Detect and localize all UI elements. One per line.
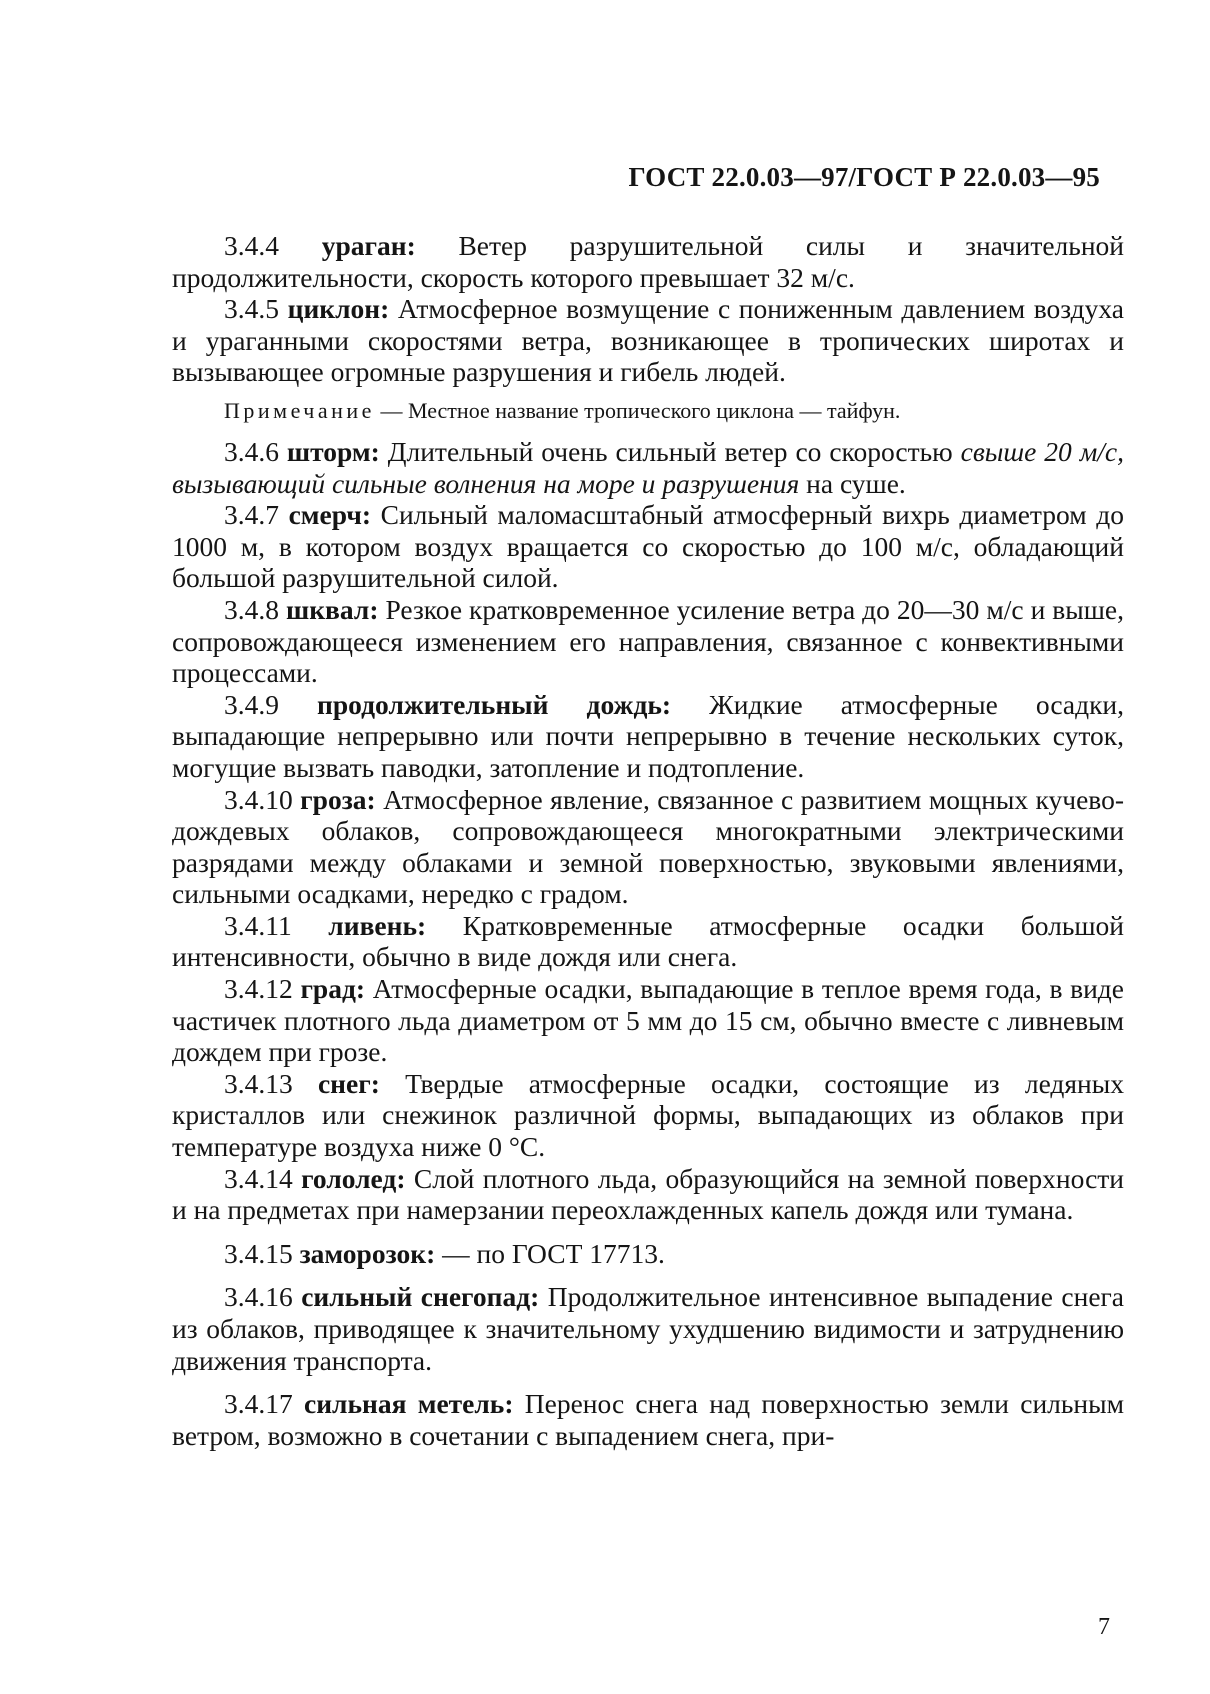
clause-definition-italic: свыше 20 м/с, вызывающий сильные волнения на море и разрушения <box>172 435 1124 499</box>
note-text: — Местное название тропического циклона — тайфун. <box>380 397 901 423</box>
clause-term: продолжительный дождь: <box>317 688 672 720</box>
clause-3-4-9 <box>172 689 1124 784</box>
clause-definition: Атмосферное возмущение с пониженным давлением воздуха и ураганными скоростями ветра, возникающее в тропических широтах и вызывающее огромные разрушения и гибель людей. <box>172 293 1125 388</box>
clause-definition: Слой плотного льда, образующийся на земной поверхности и на предметах при намерзании переохлажденных капель дождя или тумана. <box>172 1162 1125 1226</box>
clause-definition: Твердые атмосферные осадки, состоящие из ледяных кристаллов или снежинок различной формы, выпадающих из облаков при температуре воздуха ниже 0 °С. <box>172 1067 1124 1163</box>
clause-term: град: <box>300 973 366 1005</box>
clause-definition: Кратковременные атмосферные осадки большой интенсивности, обычно в виде дождя или снега. <box>172 909 1124 973</box>
clause-3-4-6 <box>172 436 1124 499</box>
clause-term: заморозок: <box>299 1237 436 1269</box>
clause-definition: Перенос снега над поверхностью земли сильным ветром, возможно в сочетании с выпадением снега, при- <box>172 1388 1125 1451</box>
clause-number: 3.4.11 <box>224 909 292 941</box>
clause-term: гроза: <box>300 783 376 815</box>
clause-term: сильный снегопад: <box>301 1281 540 1313</box>
clause-term: шквал: <box>285 593 379 625</box>
clause-number: 3.4.7 <box>224 499 279 531</box>
clause-number: 3.4.9 <box>224 688 279 720</box>
clause-number: 3.4.13 <box>224 1067 293 1099</box>
note <box>172 396 1124 426</box>
page-number: 7 <box>1098 1614 1110 1640</box>
clause-3-4-14 <box>172 1163 1124 1226</box>
clause-number: 3.4.8 <box>224 593 279 625</box>
clause-term: циклон: <box>287 293 390 325</box>
clause-3-4-12 <box>172 973 1124 1068</box>
clause-term: ураган: <box>321 230 416 261</box>
clause-number: 3.4.4 <box>224 230 279 261</box>
clause-definition: Ветер разрушительной силы и значительной продолжительности, скорость которого превышает 32 м/с. <box>172 230 1125 293</box>
clause-term: сильная метель: <box>304 1388 514 1420</box>
clause-term: снег: <box>317 1067 380 1099</box>
clause-number: 3.4.16 <box>224 1281 293 1313</box>
clause-term: шторм: <box>286 435 380 467</box>
clause-3-4-16 <box>172 1281 1124 1376</box>
clause-definition: Резкое кратковременное усиление ветра до 20—30 м/с и выше, сопровождающееся изменением его направления, связанное с конвективными процессами. <box>172 593 1125 689</box>
clause-3-4-4 <box>172 230 1124 293</box>
clause-definition: Атмосферное явление, связанное с развитием мощных кучево-дождевых облаков, сопровождающееся многократными электрическими разрядами между облаками и земной поверхностью, звуковыми явлениями, сильными осадками, нередко с градом. <box>172 783 1125 910</box>
clause-definition: Продолжительное интенсивное выпадение снега из облаков, приводящее к значительному ухудшению видимости и затруднению движения транспорта. <box>172 1281 1125 1376</box>
clause-number: 3.4.14 <box>224 1162 293 1194</box>
clause-number: 3.4.10 <box>224 783 293 815</box>
clause-3-4-7 <box>172 499 1124 594</box>
clause-definition-end: на суше. <box>806 467 906 499</box>
clause-3-4-17 <box>172 1388 1124 1451</box>
clause-term: гололед: <box>301 1162 406 1194</box>
standard-header: ГОСТ 22.0.03—97/ГОСТ Р 22.0.03—95 <box>628 162 1100 192</box>
clause-term: смерч: <box>288 499 372 531</box>
clause-3-4-5 <box>172 293 1124 388</box>
clause-number: 3.4.17 <box>224 1388 293 1420</box>
clause-definition: Жидкие атмосферные осадки, выпадающие непрерывно или почти непрерывно в течение нескольких суток, могущие вызвать паводки, затопление и подтопление. <box>172 688 1125 783</box>
clause-definition: — по ГОСТ 17713. <box>442 1237 665 1269</box>
clause-definition: Атмосферные осадки, выпадающие в теплое время года, в виде частичек плотного льда диаметром от 5 мм до 15 см, обычно вместе с ливневым дождем при грозе. <box>172 973 1125 1068</box>
clause-3-4-8 <box>172 594 1124 689</box>
clause-3-4-11 <box>172 910 1124 973</box>
clause-3-4-13 <box>172 1068 1124 1163</box>
clause-number: 3.4.15 <box>224 1237 293 1269</box>
clause-number: 3.4.6 <box>224 435 279 467</box>
clause-number: 3.4.5 <box>224 293 279 325</box>
clause-3-4-15 <box>172 1238 1124 1270</box>
clause-3-4-10 <box>172 784 1124 910</box>
clause-term: ливень: <box>328 909 427 941</box>
clause-definition: Сильный маломасштабный атмосферный вихрь диаметром до 1000 м, в котором воздух вращается со скоростью до 100 м/с, обладающий большой разрушительной силой. <box>172 499 1124 594</box>
document-body <box>172 230 1124 1451</box>
note-label: Примечание <box>224 397 375 423</box>
clause-definition: Длительный очень сильный ветер со скоростью <box>387 435 953 467</box>
clause-number: 3.4.12 <box>224 973 293 1005</box>
